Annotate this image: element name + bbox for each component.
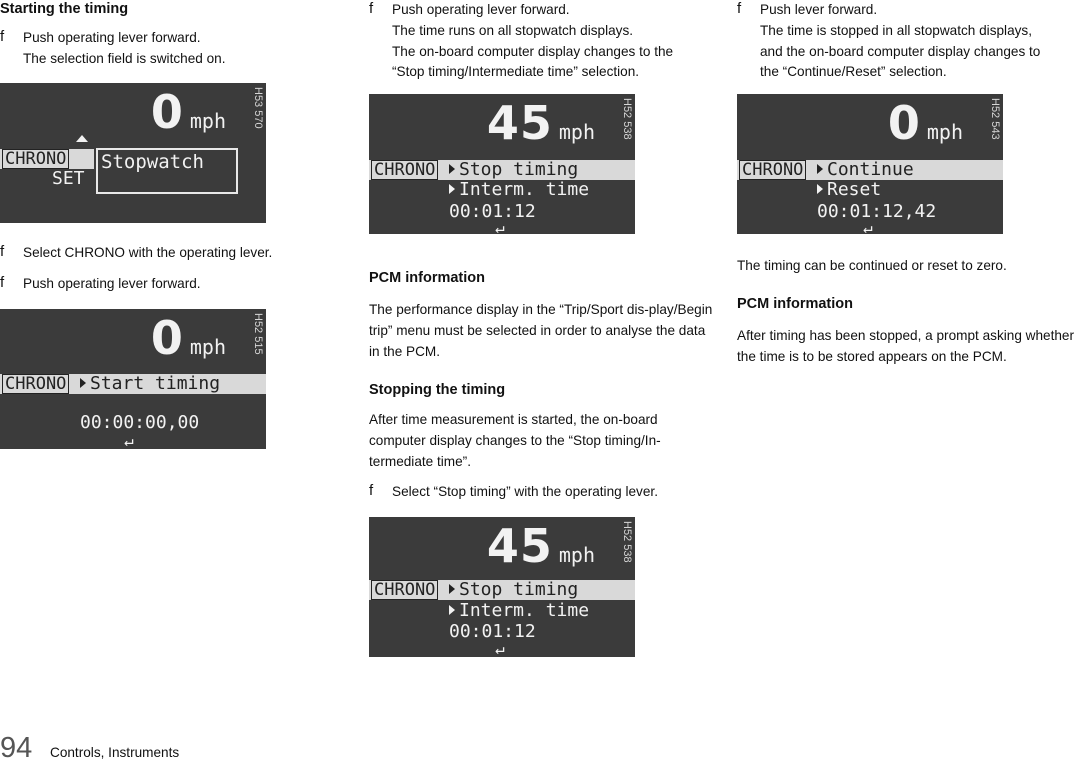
chrono-bar <box>0 149 94 169</box>
figure-code: H53 570 <box>252 87 264 129</box>
menu-item-continue: CHRONO Continue <box>737 160 1003 180</box>
pcm-info-heading: PCM information <box>369 270 485 286</box>
bullet-icon: f <box>0 28 5 45</box>
menu-item-start-timing: CHRONO Start timing <box>0 374 266 394</box>
menu-item-interm-time: Interm. time <box>449 601 589 621</box>
return-arrow-icon: ↵ <box>495 218 505 234</box>
display-start-timing: 0 mph H52 515 CHRONO Start timing 00:00:00,00 ↵ <box>0 309 266 449</box>
stopwatch-time: 00:00:00,00 <box>80 412 200 433</box>
display-stop-timing-1: 45 mph H52 538 CHRONO Stop timing Interm. time 00:01:12 ↵ <box>369 94 635 234</box>
continue-reset-text: The timing can be continued or reset to zero. <box>737 258 1007 273</box>
display-stop-timing-2: 45 mph H52 538 CHRONO Stop timing Interm. time 00:01:12 ↵ <box>369 517 635 657</box>
menu-item-stop-timing: CHRONO Stop timing <box>369 160 635 180</box>
pcm-info-text-2: After timing has been stopped, a prompt asking whether the time is to be stored appears on the PCM. <box>737 328 1075 364</box>
stopwatch-selection-box: Stopwatch <box>96 148 238 194</box>
set-label: SET <box>52 168 85 189</box>
up-arrow-icon <box>76 135 88 142</box>
display-stopwatch-select: 0 mph H53 570 CHRONO Stopwatch SET <box>0 83 266 223</box>
chrono-label: CHRONO <box>2 149 69 169</box>
section-title: Controls, Instruments <box>50 745 180 760</box>
stopping-timing-text: After time measurement is started, the on-board computer display changes to the “Stop timing/In-termediate time”. <box>369 412 661 469</box>
display-continue-reset: 0 mph H52 543 CHRONO Continue Reset 00:01:12,42 ↵ <box>737 94 1003 234</box>
section-heading-starting-timing: Starting the timing <box>0 1 129 17</box>
return-arrow-icon: ↵ <box>124 431 134 449</box>
return-arrow-icon: ↵ <box>863 218 873 234</box>
stopping-timing-heading: Stopping the timing <box>369 382 506 398</box>
menu-item-interm-time: Interm. time <box>449 180 589 200</box>
return-arrow-icon: ↵ <box>495 639 505 657</box>
menu-item-stop-timing: CHRONO Stop timing <box>369 580 635 600</box>
menu-item-reset: Reset <box>817 180 881 200</box>
page-number: 94 <box>0 732 33 764</box>
pcm-info-heading-2: PCM information <box>737 296 853 312</box>
pcm-info-text: The performance display in the “Trip/Sport dis-play/Begin trip” menu must be selected in order to analyse the data in the PCM. <box>369 302 713 359</box>
